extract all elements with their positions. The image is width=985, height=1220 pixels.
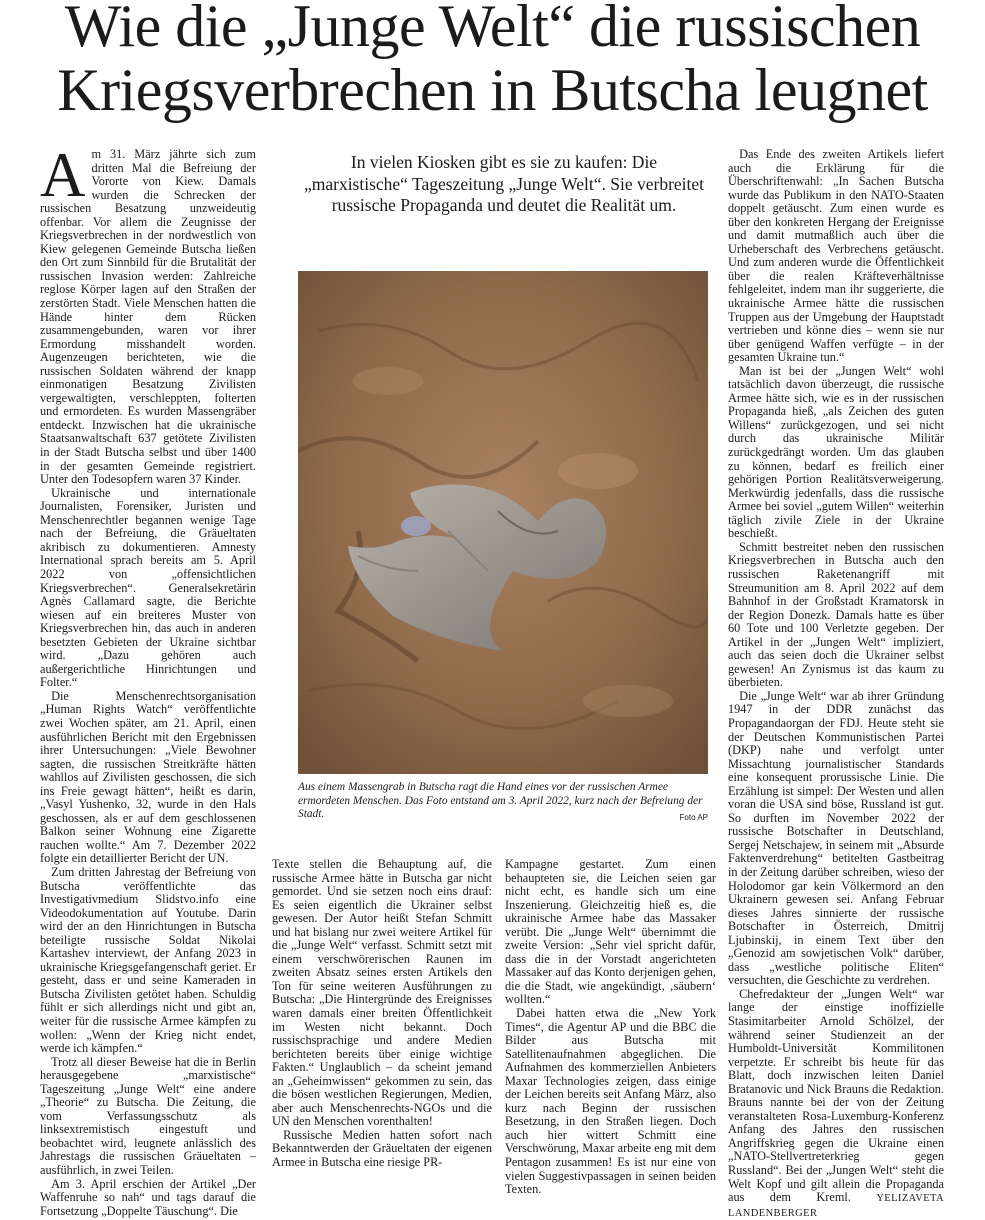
intro-teaser: In vielen Kiosken gibt es sie zu kaufen: Die „marxistische“ Tageszeitung „Junge Welt“. Sie verbreitet russische Propaganda und deutet die Realität um. [303,152,705,215]
hand-in-mud-photo [298,271,708,774]
article-paragraph: Dabei hatten etwa die „New York Times“, die Agentur AP und die BBC die Bilder aus Butscha mit Satellitenaufnahmen abgeglichen. Die Aufnahmen des kommerziellen Anbieters Maxar Technologies zeigen, dass einige der Leichen bereits seit Anfang März, also kurz nach Beginn der russischen Besetzung, in den Straßen liegen. Doch auch hier wittert Schmitt eine Verschwörung, Maxar arbeite eng mit dem Pentagon zusammen! Es ist nur eine von vielen Suggestivpassagen in seinen beiden Texten. [505,1006,716,1197]
article-paragraph: Texte stellen die Behauptung auf, die russische Armee hätte in Butscha gar nicht gemordet. Und sie setzen noch eins drauf: Es seien eigentlich die Ukrainer selbst gewesen. Der Autor heißt Stefan Schmitt und hat bislang nur zwei weitere Artikel für die „Junge Welt“ verfasst. Schmitt setzt mit einem verschwörerischen Raunen im zweiten Absatz seines ersten Artikels den Ton für seine weiteren Ausführungen zu Butscha: „Die Hintergründe des Ereignisses waren damals einer breiten Öffentlichkeit im Westen nicht bekannt. Doch russischsprachige und andere Medien berichteten bereits über einige wichtige Fakten.“ Unglaublich – da scheint jemand an „Geheimwissen“ gekommen zu sein, das die bösen westlichen Regierungen, Medien, aber auch Menschenrechts-NGOs und die UN den Menschen vorenthalten! [272,857,492,1129]
author-byline: YELIZAVETA LANDENBERGER [728,1193,945,1219]
paragraph-text: m 31. März jährte sich zum dritten Mal die Befreiung der Vororte von Kiew. Damals wurden die Schrecken der russischen Besatzung unzweideutig offenbar. Vor allem die Zeugnisse der Kriegsverbrechen in der nordwestlich von Kiew gelegenen Gemeinde Butscha ließen den Ort zum Sinnbild für die Brutalität der russischen Invasion werden: Zahlreiche reglose Körper lagen auf den Straßen der zerstörten Stadt. Viele Menschen hatten die Hände hinter dem Rücken zusammengebunden, waren vor ihrer Ermordung misshandelt worden. Augenzeugen berichteten, wie die russischen Soldaten während der knapp einmonatigen Besatzung Zivilisten vergewaltigten, verschleppten, folterten und ermordeten. Es wurden Massengräber entdeckt. Inzwischen hat die ukrainische Staatsanwaltschaft 637 getötete Zivilisten in der Stadt Butscha selbst und über 1400 in der gesamten Gemeinde registriert. Unter den Todesopfern waren 37 Kinder. [40,147,256,487]
article-column-2 [272,858,492,1170]
article-paragraph: Am 3. April erschien der Artikel „Der Waffenruhe so nah“ und tags darauf die Fortsetzung „Doppelte Täuschung“. Die [40,1176,256,1218]
article-paragraph: Ukrainische und internationale Journalisten, Forensiker, Juristen und Menschenrechtler begannen wenige Tage nach der Befreiung, die Gräueltaten akribisch zu dokumentieren. Amnesty International sprach bereits am 5. April 2022 von „offensichtlichen Kriegsverbrechen“. Generalsekretärin Agnès Callamard sagte, die Berichte wiesen auf ein breiteres Muster von Kriegsverbrechen hin, das auch in anderen besetzten Gebieten der Ukraine sichtbar wird. „Dazu gehören auch außergerichtliche Hinrichtungen und Folter.“ [40,485,256,690]
caption-text: Aus einem Massengrab in Butscha ragt die Hand eines vor der russischen Armee ermordeten Menschen. Das Foto entstand am 3. April 2022, kurz nach der Befreiung der Stadt. [298,781,703,821]
photo-caption [298,781,708,825]
article-column-1 [40,140,256,1218]
headline-line-2: Kriegsverbrechen in Butscha leugnet [57,57,928,123]
article-paragraph: Man ist bei der „Jungen Welt“ wohl tatsächlich davon überzeugt, die russische Armee hätte sich, wie es in der russischen Propaganda hieß, „als Zeichen des guten Willens“ zurückgezogen, und sei nicht durch das ukrainische Militär zurückgedrängt worden. Um das glauben zu können, bedarf es freilich einer gehörigen Portion Realitätsverweigerung. Merkwürdig jedenfalls, dass die russische Armee bei soviel „gutem Willen“ weiterhin täglich zivile Ziele in der Ukraine beschießt. [728,363,944,541]
headline-line-1: Wie die „Junge Welt“ die russischen [64,0,921,59]
dropcap: A [40,140,86,210]
article-paragraph: Zum dritten Jahrestag der Befreiung von Butscha veröffentlichte das Investigativmedium Slidstvo.info eine Videodokumentation auf Youtube. Darin wird der an den Hinrichtungen in Butscha beteiligte russische Soldat Nikolai Kartashev interviewt, der Anfang 2023 in ukrainische Kriegsgefangenschaft geriet. Er gesteht, dass er und seine Kameraden in Butscha Zivilisten getötet haben. Schuldig fühlt er sich allerdings nicht und gibt an, weiter für die russische Armee kämpfen zu wollen: „Wenn der Krieg nicht endet, werde ich kämpfen.“ [40,864,256,1056]
article-paragraph: Die Menschenrechtsorganisation „Human Rights Watch“ veröffentlichte zwei Wochen später, am 21. April, einen ausführlichen Bericht mit den Ergebnissen ihrer Untersuchungen: „Viele Bewohner sagten, die russischen Streitkräfte hätten wahllos auf Zivilisten geschossen, die sich ins Freie gewagt hätten“, heißt es darin, „Vasyl Yushenko, 32, wurde in den Hals geschossen, als er auf dem geschlossenen Balkon seiner Wohnung eine Zigarette rauchen wollte.“ Am 7. Dezember 2022 folgte ein detaillierter Bericht der UN. [40,688,256,866]
article-column-3 [505,858,716,1197]
headline [0,0,985,122]
article-paragraph: Kampagne gestartet. Zum einen behaupteten sie, die Leichen seien gar nicht echt, es handle sich um eine Inszenierung. Gleichzeitig hieß es, die ukrainische Armee habe das Massaker verübt. Die „Junge Welt“ übernimmt die zweite Version: „Sehr viel spricht dafür, dass die in der Vorstadt angerichteten Massaker auf das Konto derjenigen gehen, die die Stadt, wie angekündigt, ‚säubern‘ wollten.“ [505,857,716,1007]
article-paragraph [728,988,944,1220]
photo-credit: Foto AP [679,813,708,823]
article-paragraph: Trotz all dieser Beweise hat die in Berlin herausgegebene „marxistische“ Tageszeitung „Junge Welt“ eine andere „Theorie“ zu Butscha. Die Zeitung, die vom Verfassungsschutz als linksextremistisch eingestuft und beobachtet wird, leugnete anlässlich des Jahrestags die russischen Gräueltaten – ausführlich, in zwei Teilen. [40,1054,256,1178]
paragraph-text: Chefredakteur der „Jungen Welt“ war lange der einstige inoffizielle Stasimitarbeiter Arnold Schölzel, der während seiner Studienzeit an der Humboldt-Universität Kommilitonen verpetzte. Er schreibt bis heute für das Blatt, doch inzwischen leiten Daniel Bratanovic und Nick Brauns die Redaktion. Brauns nannte bei der von der Zeitung veranstalteten Rosa-Luxemburg-Konferenz Anfang des Jahres den russischen Angriffskrieg gegen die Ukraine einen „NATO-Stellvertreterkrieg gegen Russland“. Bei der „Jungen Welt“ steht die Welt Kopf und gilt allein die Propaganda aus dem Kreml. [728,986,944,1205]
article-paragraph: Schmitt bestreitet neben den russischen Kriegsverbrechen in Butscha auch den russischen Raketenangriff mit Streumunition am 8. April 2022 auf dem Bahnhof in der Großstadt Kramatorsk in der Region Donezk. Damals hatte es über 60 Tote und 100 Verletzte gegeben. Der Artikel in der „Jungen Welt“ impliziert, auch das seien doch die Ukrainer selbst gewesen! An Zynismus ist das kaum zu überbieten. [728,539,944,690]
photo-illustration [298,271,708,774]
article-paragraph: Russische Medien hatten sofort nach Bekanntwerden der Gräueltaten der eigenen Armee in Butscha eine riesige PR- [272,1127,492,1170]
article-paragraph [40,140,256,487]
article-column-4 [728,148,944,1220]
article-paragraph: Die „Junge Welt“ war ab ihrer Gründung 1947 in der DDR zunächst das Propagandaorgan der FDJ. Heute steht sie der Deutschen Kommunistischen Partei (DKP) nahe und verfolgt unter Missachtung journalistischer Standards eine konsequent prorussische Linie. Die Erzählung ist simpel: Der Westen und allen voran die USA sind böse, Russland ist gut. So durften im November 2022 der russische Botschafter in Deutschland, Sergej Netschajew, in seinem mit „Absurde Faktenverdrehung“ betitelten Gastbeitrag in der Zeitung darüber schreiben, wieso der Holodomor gar kein Völkermord an den Ukrainern gewesen sei. Anfang Februar dieses Jahres sinnierte der russische Botschafter in Österreich, Dmitrij Ljubinskij, in einem Text über den „Genozid am sowjetischen Volk“ darüber, dass „westliche politische Eliten“ versuchten, die Geschichte zu verdrehen. [728,688,944,988]
article-paragraph: Das Ende des zweiten Artikels liefert auch die Erklärung für die Überschriftenwahl: „In Sachen Butscha wurde das Publikum in den NATO-Staaten doppelt getäuscht. Zum einen wurde es über den konkreten Hergang der Ereignisse und damit mutmaßlich auch über die Urheberschaft des Verbrechens getäuscht. Und zum anderen wurde die Öffentlichkeit über die realen Kräfteverhältnisse fehlgeleitet, indem man ihr suggerierte, die ukrainische Armee hätte die russischen Truppen aus der Umgebung der Hauptstadt vertrieben und könne dies – wenn sie nur über genügend Waffen verfügte – in der gesamten Ukraine tun.“ [728,147,944,365]
